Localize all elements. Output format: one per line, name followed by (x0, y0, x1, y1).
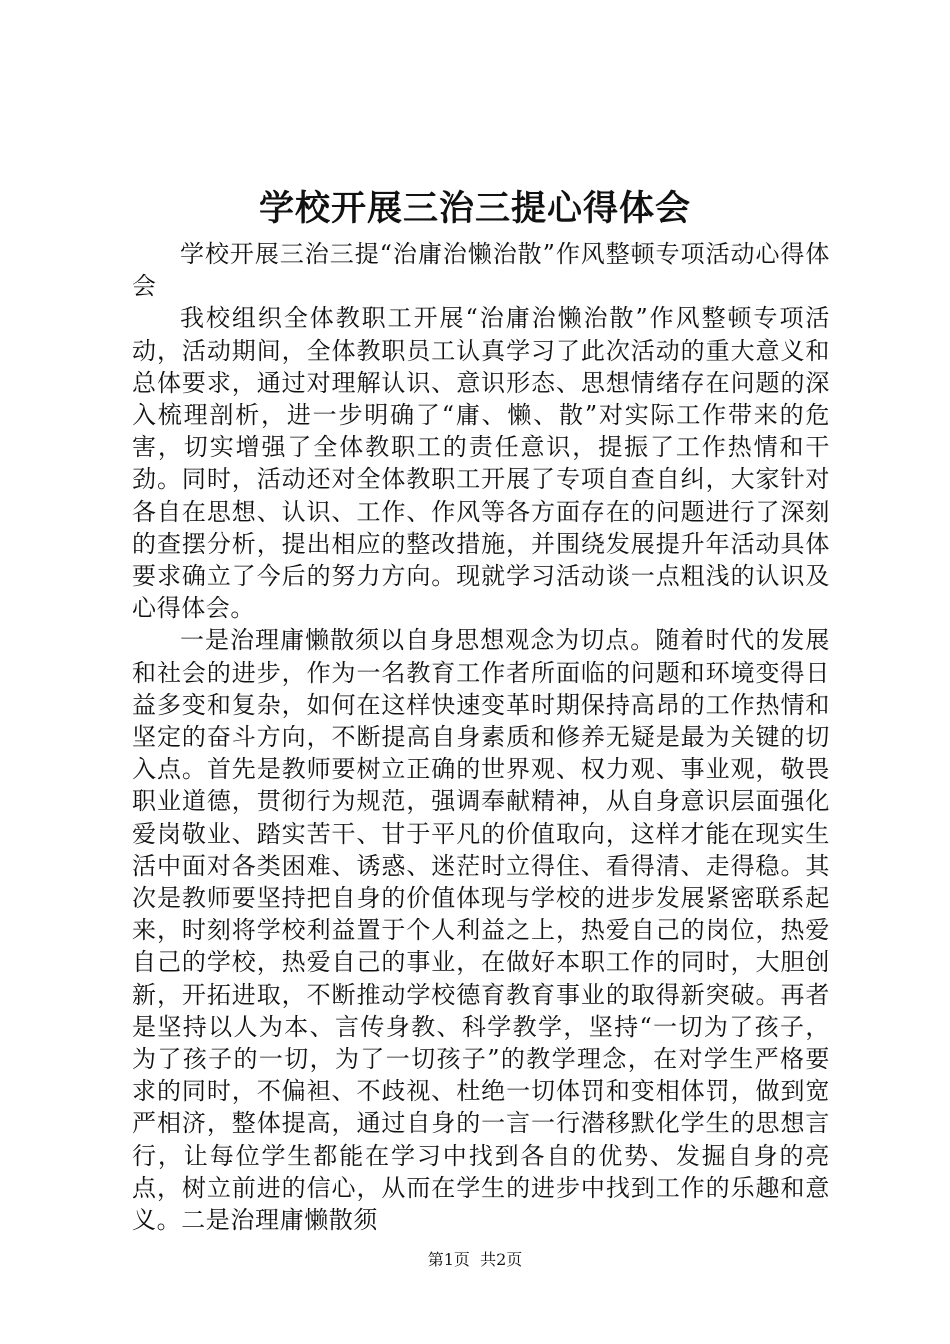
paragraph-intro: 我校组织全体教职工开展“治庸治懒治散”作风整顿专项活动，活动期间，全体教职员工认真学习了此次活动的重大意义和总体要求，通过对理解认识、意识形态、思想情绪存在问题的深入梳理剖析，进一步明确了“庸、懒、散”对实际工作带来的危害，切实增强了全体教职工的责任意识，提振了工作热情和干劲。同时，活动还对全体教职工开展了专项自查自纠，大家针对各自在思想、认识、工作、作风等各方面存在的问题进行了深刻的查摆分析，提出相应的整改措施，并围绕发展提升年活动具体要求确立了今后的努力方向。现就学习活动谈一点粗浅的认识及心得体会。 (132, 304, 830, 623)
page-total: 共2页 (480, 1250, 523, 1269)
paragraph-point-one: 一是治理庸懒散须以自身思想观念为切点。随着时代的发展和社会的进步，作为一名教育工作者所面临的问题和环境变得日益多变和复杂，如何在这样快速变革时期保持高昂的工作热情和坚定的奋斗方向，不断提高自身素质和修养无疑是最为关键的切入点。首先是教师要树立正确的世界观、权力观、事业观，敬畏职业道德，贯彻行为规范，强调奉献精神，从自身意识层面强化爱岗敬业、踏实苦干、甘于平凡的价值取向，这样才能在现实生活中面对各类困难、诱惑、迷茫时立得住、看得清、走得稳。其次是教师要坚持把自身的价值体现与学校的进步发展紧密联系起来，时刻将学校利益置于个人利益之上，热爱自己的岗位，热爱自己的学校，热爱自己的事业，在做好本职工作的同时，大胆创新，开拓进取，不断推动学校德育教育事业的取得新突破。再者是坚持以人为本、言传身教、科学教学，坚持“一切为了孩子，为了孩子的一切，为了一切孩子”的教学理念，在对学生严格要求的同时，不偏袒、不歧视、杜绝一切体罚和变相体罚，做到宽严相济，整体提高，通过自身的一言一行潜移默化学生的思想言行，让每位学生都能在学习中找到各自的优势、发掘自身的亮点，树立前进的信心，从而在学生的进步中找到工作的乐趣和意义。二是治理庸懒散须 (132, 626, 830, 1235)
document-body (132, 238, 830, 1236)
document-title: 学校开展三治三提心得体会 (258, 188, 691, 229)
page-number: 第1页 (427, 1250, 470, 1269)
page-footer (0, 1250, 950, 1270)
paragraph-subtitle: 学校开展三治三提“治庸治懒治散”作风整顿专项活动心得体会 (132, 240, 830, 301)
